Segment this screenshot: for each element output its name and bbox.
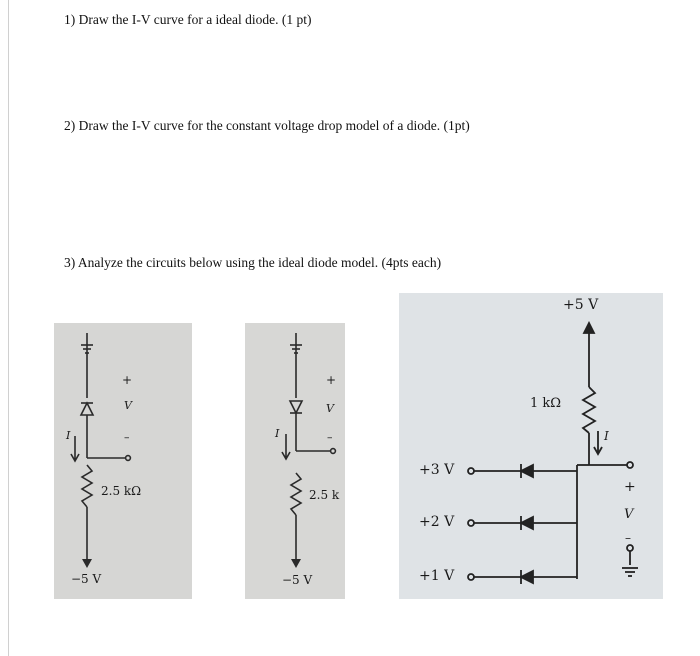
diode-3: [521, 571, 533, 583]
page-border: [8, 0, 9, 656]
voltage-label-b: V: [326, 402, 334, 415]
minus-label-c: –: [625, 531, 631, 545]
minus-label-a: –: [124, 431, 130, 444]
resistor-label-b: 2.5 k: [309, 488, 340, 502]
diode-symbol: [290, 401, 302, 413]
circuit-c-photo: [399, 293, 663, 599]
supply-arrow: [82, 559, 92, 568]
minus-label-b: –: [327, 431, 333, 444]
resistor-symbol: [82, 465, 92, 507]
circuit-c-schematic: [399, 293, 663, 599]
circuit-a-photo: [54, 323, 192, 599]
diode-symbol: [81, 403, 93, 415]
circuit-b-schematic: [245, 323, 345, 599]
plus-label-c: +: [624, 479, 636, 495]
plus-label-b: +: [326, 373, 337, 387]
output-terminal: [126, 456, 131, 461]
input-2-label: +2 V: [419, 514, 455, 530]
supply-label-c: +5 V: [563, 297, 599, 313]
question-2: 2) Draw the I-V curve for the constant voltage drop model of a diode. (1pt): [64, 118, 470, 133]
resistor-label-c: 1 kΩ: [530, 396, 562, 411]
current-arrow: [594, 431, 602, 454]
current-label-c: I: [604, 429, 609, 443]
current-label-b: I: [275, 427, 280, 440]
question-1: 1) Draw the I-V curve for a ideal diode. (1 pt): [64, 12, 312, 27]
current-arrow: [282, 434, 290, 459]
output-terminal: [331, 449, 336, 454]
diode-2: [521, 517, 533, 529]
circuit-a-schematic: [54, 323, 192, 599]
question-3: 3) Analyze the circuits below using the ideal diode model. (4pts each): [64, 255, 442, 270]
input-1-label: +3 V: [419, 462, 455, 478]
voltage-label-c: V: [624, 507, 634, 522]
resistor-label-a: 2.5 kΩ: [101, 484, 142, 498]
diode-1: [521, 465, 533, 477]
voltage-label-a: V: [124, 399, 132, 412]
plus-label-a: +: [122, 373, 133, 387]
circuit-b-photo: [245, 323, 345, 599]
input-3-label: +1 V: [419, 568, 455, 584]
supply-label-a: −5 V: [71, 572, 102, 586]
supply-arrow: [291, 559, 301, 568]
supply-arrow: [584, 323, 594, 333]
resistor-symbol: [291, 473, 301, 515]
output-terminal: [627, 462, 633, 468]
resistor-symbol: [583, 387, 595, 433]
current-arrow: [71, 436, 79, 461]
supply-label-b: −5 V: [282, 573, 313, 587]
current-label-a: I: [66, 429, 71, 442]
